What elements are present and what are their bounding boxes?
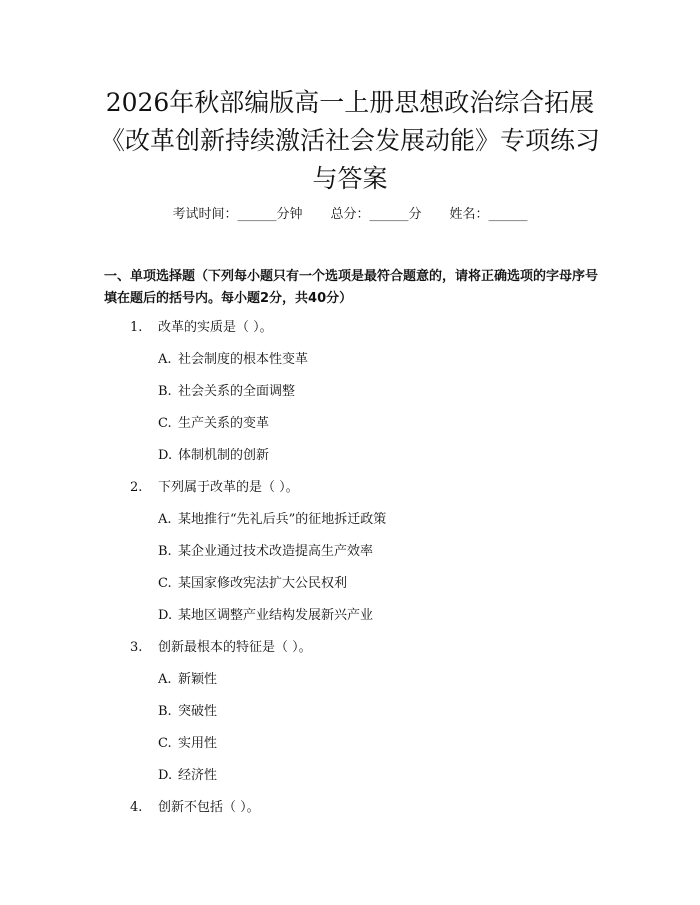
option-2a: A. 某地推行“先礼后兵”的征地拆迁政策: [158, 512, 387, 527]
option-3a: A. 新颖性: [158, 672, 218, 687]
document-title: 2026年秋部编版高一上册思想政治综合拓展《改革创新持续激活社会发展动能》专项练习与答案: [99, 88, 600, 193]
question-4: [130, 798, 260, 818]
question-3: [130, 638, 312, 658]
exam-name: 姓名：______: [449, 207, 528, 222]
option-2d: D. 某地区调整产业结构发展新兴产业: [158, 608, 374, 623]
option-3b: B. 突破性: [158, 704, 218, 719]
exam-meta: [0, 205, 700, 225]
question-number: 3.: [130, 640, 143, 655]
question-1: [130, 318, 273, 338]
exam-score: 总分：______分: [330, 207, 422, 222]
option-1d: D. 体制机制的创新: [158, 448, 270, 463]
question-number: 1.: [130, 320, 143, 335]
option-1b: B. 社会关系的全面调整: [158, 384, 296, 399]
question-number: 2.: [130, 480, 143, 495]
exam-time: 考试时间：______分钟: [172, 207, 303, 222]
option-1c: C. 生产关系的变革: [158, 416, 270, 431]
question-text: 下列属于改革的是（ ）。: [158, 480, 299, 495]
section-heading: 一、单项选择题（下列每小题只有一个选项是最符合题意的，请将正确选项的字母序号填在题后的括号内。每小题2分，共40分）: [104, 269, 599, 306]
option-1a: A. 社会制度的根本性变革: [158, 352, 309, 367]
option-2b: B. 某企业通过技术改造提高生产效率: [158, 544, 374, 559]
question-number: 4.: [130, 800, 143, 815]
option-2c: C. 某国家修改宪法扩大公民权利: [158, 576, 348, 591]
question-text: 创新不包括（ ）。: [158, 800, 260, 815]
option-3c: C. 实用性: [158, 736, 218, 751]
option-3d: D. 经济性: [158, 768, 218, 783]
question-2: [130, 478, 299, 498]
question-text: 改革的实质是（ ）。: [158, 320, 273, 335]
question-text: 创新最根本的特征是（ ）。: [158, 640, 312, 655]
